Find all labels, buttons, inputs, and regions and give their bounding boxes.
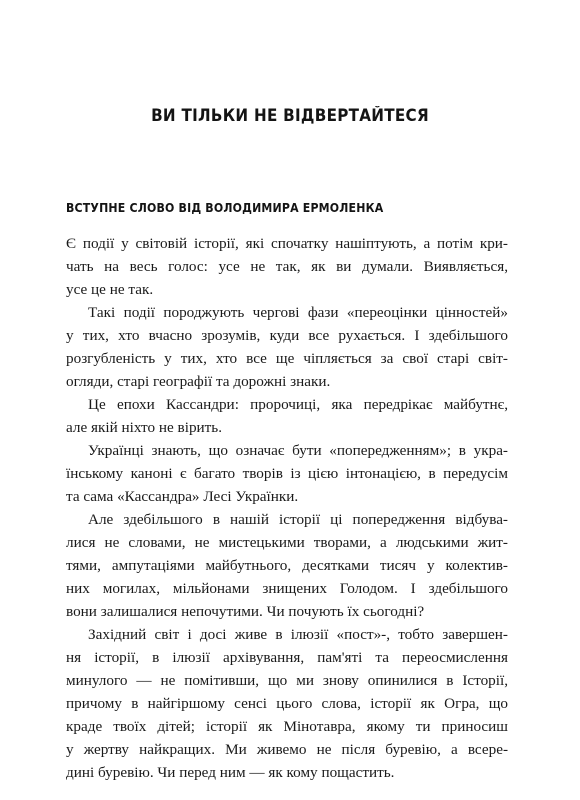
text-line: ня історії, в ілюзії архівування, пам'яті та переосмислення <box>66 649 508 666</box>
section-subtitle: ВСТУПНЕ СЛОВО ВІД ВОЛОДИМИРА ЕРМОЛЕНКА <box>66 201 384 215</box>
body-text <box>66 232 508 784</box>
text-line: тями, ампутаціями майбутнього, десятками тисяч у колектив- <box>66 557 508 574</box>
text-line: усе це не так. <box>66 281 154 298</box>
text-line: та сама «Кассандра» Лесі Українки. <box>66 488 299 505</box>
text-line: Але здебільшого в нашій історії ці попередження відбува- <box>88 511 508 528</box>
text-line: огляди, старі географії та дорожні знаки. <box>66 373 331 390</box>
text-line: у тих, хто вчасно зрозумів, куди все рухається. І здебільшого <box>66 327 508 344</box>
text-line: Такі події породжують чергові фази «переоцінки цінностей» <box>88 304 508 321</box>
text-line: них могилах, мільйонами знищених Голодом. І здебільшого <box>66 580 508 597</box>
chapter-title: ВИ ТІЛЬКИ НЕ ВІДВЕРТАЙТЕСЯ <box>151 106 429 125</box>
text-line: вони залишалися непочутими. Чи почують їх сьогодні? <box>66 603 425 620</box>
text-line: їнському каноні є багато творів із цією інтонацією, в передусім <box>66 465 508 482</box>
text-line: лися не словами, не мистецькими творами, а людськими жит- <box>66 534 508 551</box>
text-line: Західний світ і досі живе в ілюзії «пост»-, тобто завершен- <box>88 626 508 643</box>
text-line: краде твоїх дітей; історії як Мінотавра, якому ти приносиш <box>66 718 508 735</box>
text-line: Є події у світовій історії, які спочатку нашіптують, а потім кри- <box>66 235 508 252</box>
text-line: у жертву найкращих. Ми живемо не після буревію, а всере- <box>66 741 508 758</box>
text-line: причому в найгіршому сенсі цього слова, історії як Огра, що <box>66 695 508 712</box>
text-line: Українці знають, що означає бути «попередженням»; в укра- <box>88 442 508 459</box>
text-line: але якій ніхто не вірить. <box>66 419 223 436</box>
text-line: дині буревію. Чи перед ним — як кому пощастить. <box>66 764 395 781</box>
text-line: Це епохи Кассандри: пророчиці, яка передрікає майбутнє, <box>88 396 508 413</box>
text-line: чать на весь голос: усе не так, як ви думали. Виявляється, <box>66 258 508 275</box>
text-line: розгубленість у тих, хто все ще чіпляється за свої старі світ- <box>66 350 508 367</box>
text-line: минулого — не помітивши, що ми знову опинилися в Історії, <box>66 672 508 689</box>
